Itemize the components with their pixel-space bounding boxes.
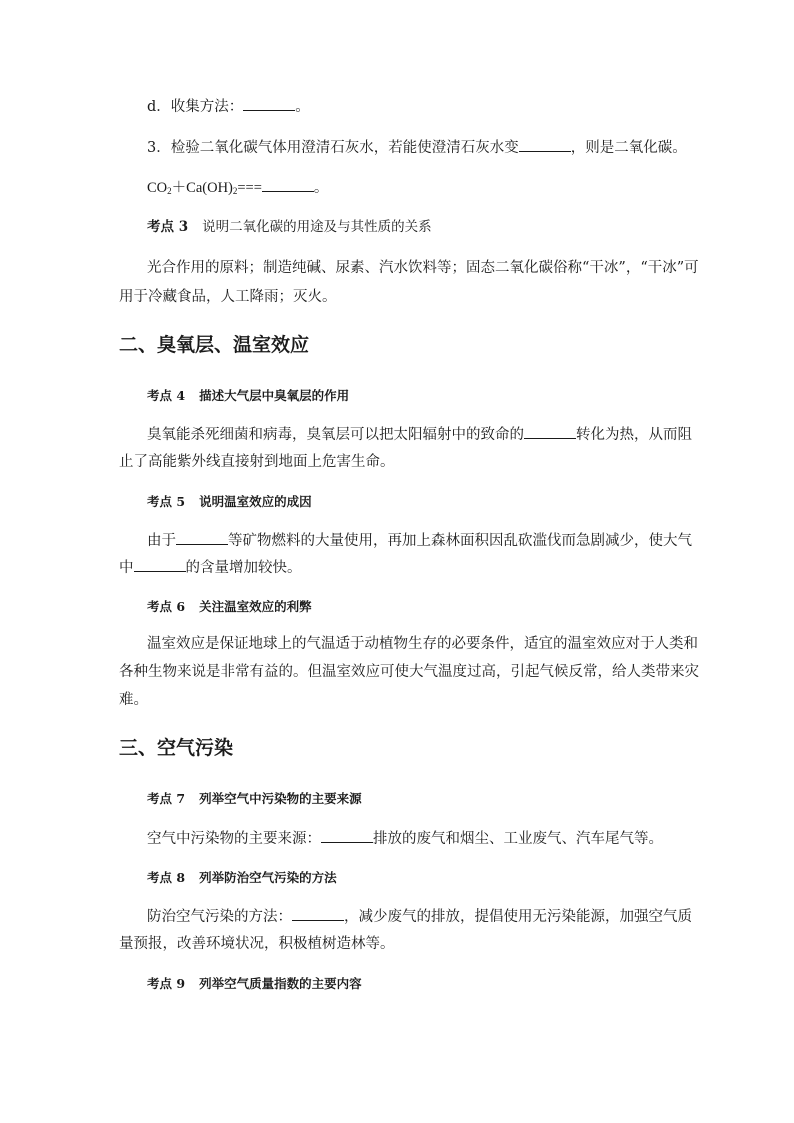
kaodian-7-heading	[147, 790, 362, 808]
text-segment: 中	[119, 560, 134, 576]
kd4-text-line1	[147, 424, 692, 445]
equation-caoh: ＋Ca(OH)	[171, 180, 233, 196]
item3-text-post: ，则是二氧化碳。	[570, 140, 687, 156]
kd4-text-line2: 止了高能紫外线直接射到地面上危害生命。	[119, 454, 395, 470]
kaodian-number: 考点 9	[147, 976, 186, 991]
fill-blank	[292, 906, 344, 921]
text-segment: 空气中污染物的主要来源：	[147, 831, 321, 847]
text-segment: 防治空气污染的方法：	[147, 909, 292, 925]
kaodian-title: 列举防治空气污染的方法	[199, 870, 337, 885]
text-segment: 等矿物燃料的大量使用，再加上森林面积因乱砍滥伐而急剧减少，使大气	[228, 533, 692, 549]
kaodian-8-heading	[147, 869, 337, 887]
fill-blank	[243, 96, 295, 111]
item3-line	[147, 137, 687, 158]
kd8-text-line1	[147, 906, 692, 927]
kd8-text-line2: 量预报，改善环境状况，积极植树造林等。	[119, 936, 395, 952]
kaodian-9-heading	[147, 975, 362, 993]
kaodian-number: 考点 8	[147, 870, 186, 885]
kd6-text-line3: 难。	[119, 692, 148, 708]
kaodian-number: 考点 6	[147, 599, 186, 614]
section-heading-2: 二、臭氧层、温室效应	[119, 334, 310, 356]
collect-method-line	[147, 96, 310, 117]
kaodian-title: 列举空气质量指数的主要内容	[199, 976, 362, 991]
text-segment: 由于	[147, 533, 176, 549]
kaodian-number: 考点 3	[147, 219, 189, 235]
kd5-text-line1	[147, 530, 692, 551]
text-segment: ，减少废气的排放，提倡使用无污染能源，加强空气质	[344, 909, 692, 925]
kaodian-title: 说明二氧化碳的用途及与其性质的关系	[202, 219, 432, 235]
section-heading-3: 三、空气污染	[119, 737, 234, 759]
subscript: 2	[232, 186, 238, 196]
fill-blank	[321, 828, 373, 843]
text-segment: 的含量增加较快。	[185, 560, 302, 576]
text-segment: 转化为热，从而阻	[576, 427, 692, 443]
kaodian-number: 考点 7	[147, 791, 186, 806]
kaodian-number: 考点 5	[147, 494, 186, 509]
fill-blank	[134, 557, 186, 572]
kd3-text-line1: 光合作用的原料；制造纯碱、尿素、汽水饮料等；固态二氧化碳俗称“干冰”，“干冰”可	[147, 260, 699, 276]
kd6-text-line1: 温室效应是保证地球上的气温适于动植物生存的必要条件，适宜的温室效应对于人类和	[147, 636, 698, 652]
punctuation: 。	[295, 99, 310, 115]
equation-co: CO	[147, 180, 168, 196]
kaodian-5-heading	[147, 493, 312, 511]
kaodian-3-heading	[147, 218, 432, 236]
item3-text-pre: 3．检验二氧化碳气体用澄清石灰水，若能使澄清石灰水变	[147, 140, 519, 156]
kd6-text-line2: 各种生物来说是非常有益的。但温室效应可使大气温度过高，引起气候反常，给人类带来灾	[119, 664, 699, 680]
equation-equals: ===	[237, 180, 262, 196]
fill-blank	[524, 424, 576, 439]
kaodian-title: 列举空气中污染物的主要来源	[199, 791, 362, 806]
kd7-text-line	[147, 828, 663, 849]
kaodian-title: 说明温室效应的成因	[199, 494, 312, 509]
kaodian-6-heading	[147, 598, 312, 616]
kaodian-title: 关注温室效应的利弊	[199, 599, 312, 614]
fill-blank	[262, 177, 314, 192]
kd5-text-line2	[119, 557, 302, 578]
kaodian-4-heading	[147, 387, 349, 405]
kaodian-title: 描述大气层中臭氧层的作用	[199, 388, 350, 403]
subscript: 2	[167, 186, 172, 196]
equation-line	[147, 177, 328, 201]
kaodian-number: 考点 4	[147, 388, 186, 403]
text-segment: 排放的废气和烟尘、工业废气、汽车尾气等。	[373, 831, 663, 847]
kd3-text-line2: 用于冷藏食品，人工降雨；灭火。	[119, 289, 337, 305]
text-segment: 臭氧能杀死细菌和病毒，臭氧层可以把太阳辐射中的致命的	[147, 427, 524, 443]
collect-method-label: d．收集方法：	[147, 99, 244, 115]
fill-blank	[519, 137, 571, 152]
punctuation: 。	[313, 180, 329, 196]
fill-blank	[176, 530, 228, 545]
